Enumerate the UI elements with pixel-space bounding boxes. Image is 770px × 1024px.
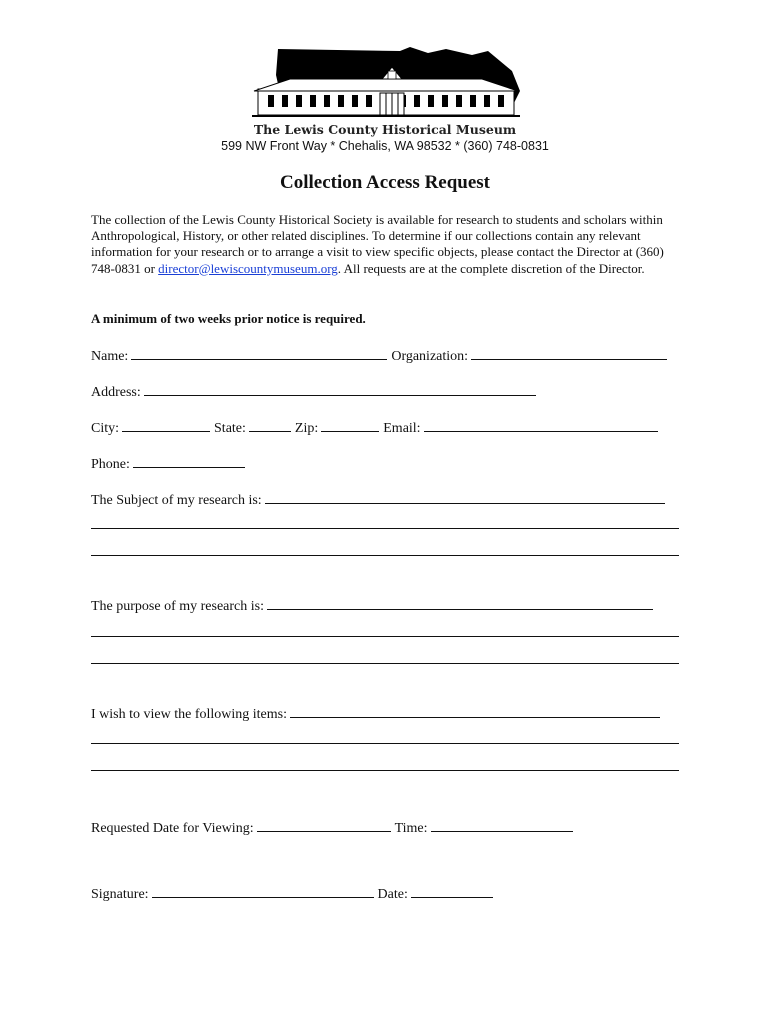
subject-label: The Subject of my research is: [91,493,262,508]
purpose-label: The purpose of my research is: [91,599,264,614]
email-field[interactable] [424,417,658,432]
purpose-field[interactable] [267,595,653,610]
name-field[interactable] [131,345,387,360]
items-row [91,703,664,723]
requested-date-field[interactable] [257,817,391,832]
date-label: Date: [377,887,408,902]
zip-label: Zip: [294,421,319,436]
subject-field[interactable] [265,489,665,504]
museum-address: 599 NW Front Way * Chehalis, WA 98532 * (360) 748-0831 [221,139,549,153]
purpose-line-2[interactable] [91,636,679,637]
subject-line-2[interactable] [91,528,679,529]
intro-text-end: . All requests are at the complete discretion of the Director. [337,260,645,276]
city-field[interactable] [122,417,210,432]
zip-field[interactable] [321,417,379,432]
address-label: Address: [91,385,141,400]
phone-label: Phone: [91,457,130,472]
items-field[interactable] [290,703,660,718]
items-line-3[interactable] [91,770,679,771]
phone-field[interactable] [133,453,245,468]
requested-date-row [91,817,577,837]
signature-label: Signature: [91,887,149,902]
museum-name: The Lewis County Historical Museum [253,122,517,137]
intro-paragraph [91,212,681,277]
name-org-row [91,345,671,365]
email-label: Email: [383,421,421,436]
subject-line-3[interactable] [91,555,679,556]
notice-text: A minimum of two weeks prior notice is required. [91,311,366,326]
address-field[interactable] [144,381,536,396]
purpose-row [91,595,657,615]
city-state-row [91,417,662,437]
intro-text: The collection of the Lewis County Historical Society is available for research to students and scholars within Anthropological, History, or other related disciplines. To determine if our collections contain any relevant information for your research or to arrange a visit to view specific objects, please contact the Director at (360) 748-0831 or [91,212,664,276]
state-label: State: [214,421,246,436]
organization-field[interactable] [471,345,667,360]
city-label: City: [91,421,120,436]
subject-row [91,489,669,509]
date-field[interactable] [411,883,493,898]
phone-row [91,453,249,473]
items-label: I wish to view the following items: [91,707,287,722]
items-line-2[interactable] [91,743,679,744]
form-title: Collection Access Request [279,172,491,193]
address-row [91,381,540,401]
requested-date-label: Requested Date for Viewing: [91,821,254,836]
name-label: Name: [91,349,129,364]
signature-row [91,883,497,903]
purpose-line-3[interactable] [91,663,679,664]
director-email-link[interactable]: director@lewiscountymuseum.org [158,260,338,276]
museum-depot-logo [250,45,522,125]
state-field[interactable] [249,417,291,432]
time-field[interactable] [431,817,573,832]
signature-field[interactable] [152,883,374,898]
organization-label: Organization: [391,349,469,364]
time-label: Time: [394,821,428,836]
